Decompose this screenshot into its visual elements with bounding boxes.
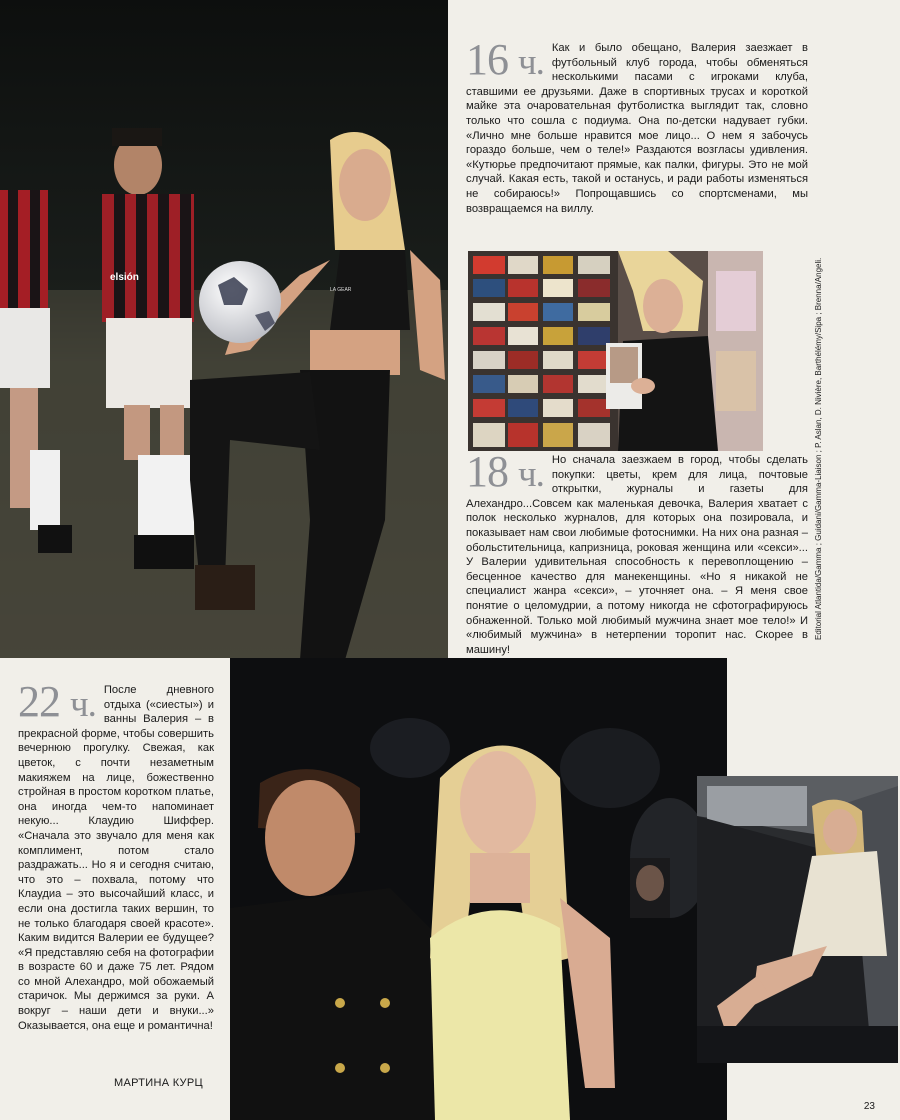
photo-football-field (0, 0, 448, 658)
section-22h (18, 677, 214, 1033)
author-byline: МАРТИНА КУРЦ (114, 1077, 203, 1089)
hour-marker-22: 22 ч. (18, 677, 96, 726)
photo-car-interior (697, 776, 898, 1063)
section-22h-text: После дневного отдыха («сиесты») и ванны Валерия – в прекрасной форме, чтобы совершить вечернюю прогулку. Свежая, как цветок, с почти незаметным макияжем на лице, божественно стройная в простом коротком платье, она иногда чем-то напоминает некую... Клаудию Шиффер. «Сначала это звучало для меня как комплимент, потом стало раздражать... Но я и сегодня считаю, что это – похвала, потому что Клаудиа – это высочайший класс, и если она достигла таких вершин, то не только благодаря своей красоте». Каким видится Валерии ее будущее? «Я представляю себя на фотографии в возрасте 60 и даже 75 лет. Рядом со мной Алехандро, мой обожаемый старичок. Мы держимся за руки. А вокруг – наши дети и внуки...» Оказывается, она еще и романтична! (18, 684, 214, 1032)
section-18h-text: Но сначала заезжаем в город, чтобы сделать покупки: цветы, крем для лица, почтовые открытки, журналы и газеты для Алехандро...Совсем как маленькая девочка, Валерия хватает с полок несколько журналов, для которых она позировала, и показывает нам свои любимые фотоснимки. На них она разная – обольстительница, капризница, роковая женщина или «секси»... У Валерии удивительная способность к перевоплощению – бесценное качество для манекенщины. «Но я никакой не специалист жанра «секси», – уточняет она. – Я меня свое понятие о целомудрии, а потому никогда не сфотографируюсь обнаженной. Только мой любимый мужчина знает мое тело!» И «любимый мужчина» в нетерпении торопит нас. Скорее в машину! (466, 454, 808, 656)
section-16h (466, 35, 808, 216)
photo-credit: Editorial Atlantida/Gamma ; Guidani/Gamma-Liaison ; P. Aslan, D. Nivière, Barthélémy/Sipa ; Brenna/Angeli. (814, 257, 823, 640)
photo-newsstand (468, 251, 763, 451)
section-18h (466, 447, 808, 657)
hour-marker-16: 16 ч. (466, 35, 544, 84)
jersey-sponsor-text: elsión (110, 272, 139, 283)
page-number: 23 (863, 1101, 875, 1112)
hour-marker-18: 18 ч. (466, 447, 544, 496)
shirt-logo-text: LA GEAR (330, 287, 352, 293)
section-16h-text: Как и было обещано, Валерия заезжает в футбольный клуб города, чтобы обменяться несколькими пасами с игроками клуба, ставшими ее друзьями. Даже в спортивных трусах и короткой майке эта очаровательная футболистка выглядит так, словно только что сошла с подиума. Она по-детски надувает губки. «Лично мне больше нравится мое лицо... О нем я забочусь гораздо больше, чем о теле!» Раздаются возгласы удивления. «Кутюрье предпочитают прямые, как палки, фигуры. Это не мой случай. Какая есть, такой и останусь, и ради работы изменяться не собираюсь!» Попрощавшись со спортсменами, мы возвращаемся на виллу. (466, 42, 808, 215)
photo-evening-premiere (230, 658, 727, 1120)
